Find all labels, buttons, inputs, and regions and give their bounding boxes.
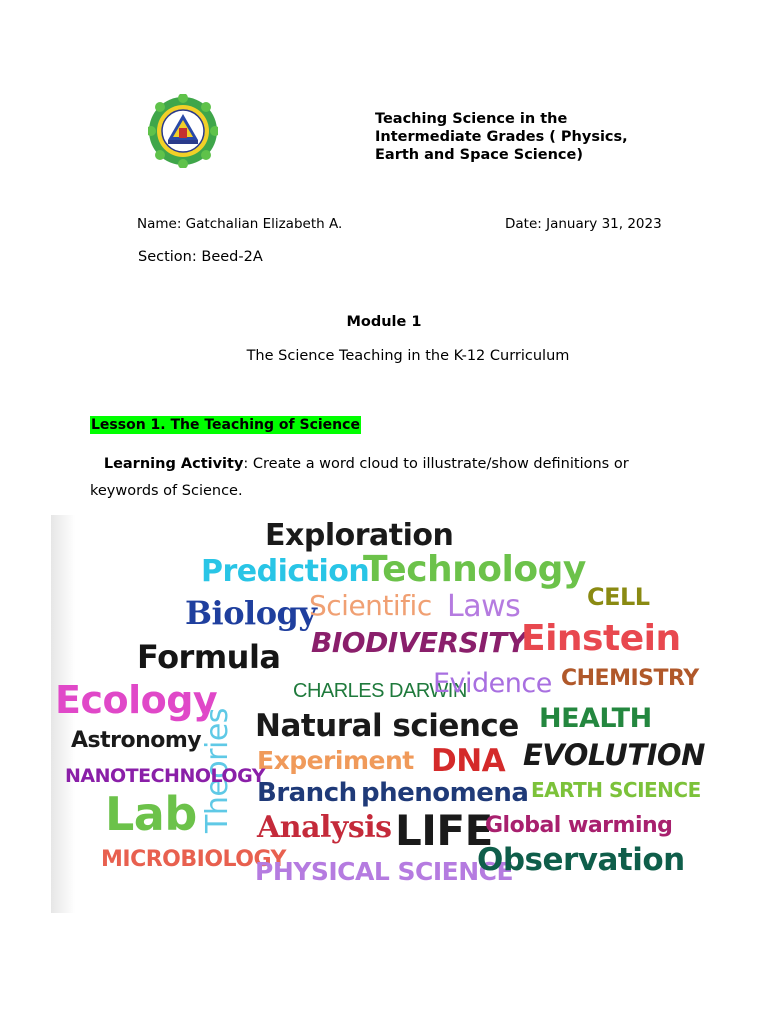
word-cloud-word: Einstein [521,618,681,659]
student-name: Name: Gatchalian Elizabeth A. [137,216,343,232]
word-cloud-word: LIFE [395,806,493,855]
word-cloud-word: BIODIVERSITY [311,626,527,659]
word-cloud-word: phenomena [361,778,529,808]
word-cloud-word: Exploration [265,518,454,553]
lesson-heading: Lesson 1. The Teaching of Science [91,417,360,433]
student-section: Section: Beed-2A [138,249,263,265]
word-cloud-word: Experiment [257,746,414,775]
word-cloud-word: MICROBIOLOGY [101,847,286,872]
word-cloud-word: Observation [477,842,685,878]
word-cloud-word: CHEMISTRY [561,666,699,691]
word-cloud-word: Formula [137,638,281,676]
word-cloud-word: CHARLES DARWIN [293,680,467,702]
course-title [375,110,675,164]
module-subtitle: The Science Teaching in the K-12 Curriculum [246,348,570,364]
word-cloud-word: Branch [257,778,357,808]
word-cloud-word: Scientific [309,589,432,622]
word-cloud-word: CELL [587,583,650,611]
school-seal-logo [148,94,218,168]
word-cloud-word: PHYSICAL SCIENCE [255,857,514,886]
submission-date: Date: January 31, 2023 [505,216,662,232]
word-cloud-word: Theories [200,708,235,833]
word-cloud-word: Ecology [55,678,218,722]
word-cloud-word: Lab [105,787,197,841]
science-word-cloud [51,515,705,913]
word-cloud-word: Analysis [257,810,392,845]
word-cloud-word: Natural science [255,708,519,744]
module-title: Module 1 [346,314,422,330]
word-cloud-word: Laws [447,589,521,624]
word-cloud-word: Prediction [201,554,370,589]
word-cloud-word: DNA [431,743,506,779]
word-cloud-word: HEALTH [539,703,652,734]
course-title-line-1: Teaching Science in the [375,111,568,127]
word-cloud-word: NANOTECHNOLOGY [65,765,266,787]
word-cloud-word: Global warming [485,813,673,838]
word-cloud-word: Biology [185,594,317,632]
course-title-line-3: Earth and Space Science) [375,147,583,163]
course-title-line-2: Intermediate Grades ( Physics, [375,129,628,145]
activity-label: Learning Activity [103,456,244,472]
word-cloud-word: Astronomy [71,728,202,753]
word-cloud-word: Evidence [433,668,552,699]
word-cloud-word: EVOLUTION [523,738,705,772]
word-cloud-word: Technology [363,549,586,590]
word-cloud-word: EARTH SCIENCE [531,778,701,802]
learning-activity [90,451,690,505]
activity-text: : Create a word cloud to illustrate/show definitions or keywords of Science. [90,456,629,499]
